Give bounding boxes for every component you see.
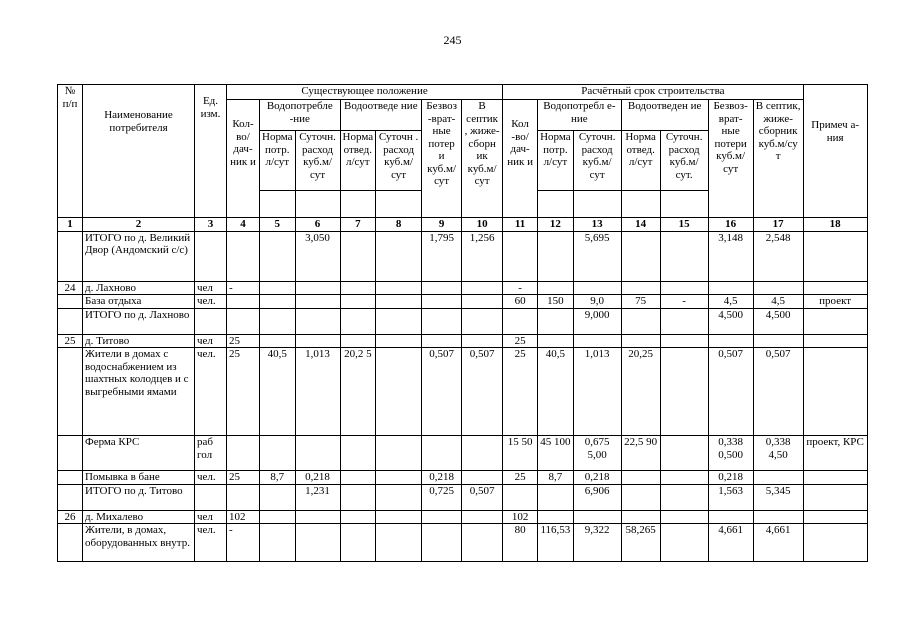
table-cell [462,295,503,309]
table-cell: 0,725 [422,484,462,510]
header-future: Расчётный срок строительства [503,85,804,100]
table-cell [376,471,422,485]
table-cell [660,484,708,510]
table-cell [340,436,376,471]
table-cell: чел [195,334,227,348]
table-cell [462,334,503,348]
table-cell [340,510,376,524]
header-fu-drain-daily: Суточн. расход куб.м/ сут. [660,131,708,191]
table-cell [462,510,503,524]
table-cell: 0,507 [462,348,503,436]
table-cell [422,510,462,524]
column-number: 4 [227,218,260,232]
table-cell [803,524,867,562]
water-consumption-table [57,84,868,562]
table-row [58,471,868,485]
table-cell: 150 [538,295,574,309]
consumer-name-cell: ИТОГО по д. Великий Двор (Андомский с/с) [83,231,195,281]
header-existing: Существующее положение [227,85,503,100]
table-cell [621,308,660,334]
table-cell [660,348,708,436]
table-cell: 2,548 [753,231,803,281]
table-cell: 4,500 [708,308,753,334]
table-cell [260,295,296,309]
table-cell [340,524,376,562]
table-cell [753,334,803,348]
table-cell [660,471,708,485]
table-cell: 116,53 [538,524,574,562]
table-cell [58,436,83,471]
table-cell [227,436,260,471]
table-cell [58,231,83,281]
table-cell [260,231,296,281]
header-fu-septic: В септик, жиже- сборник куб.м/су т [753,100,803,218]
table-cell [295,436,340,471]
table-cell: 0,218 [295,471,340,485]
table-cell [462,524,503,562]
header-row-1 [58,85,868,100]
table-cell [803,510,867,524]
consumer-name-cell: База отдыха [83,295,195,309]
table-cell [803,308,867,334]
header-name: Наименование потребителя [83,85,195,218]
table-cell [422,281,462,295]
table-cell [422,436,462,471]
table-cell [660,334,708,348]
table-cell [621,281,660,295]
table-cell [660,281,708,295]
table-cell: 58,265 [621,524,660,562]
table-cell: чел [195,510,227,524]
header-ex-septic: В септик , жиже- сборн ик куб.м/ сут [462,100,503,218]
column-number: 1 [58,218,83,232]
table-cell [260,281,296,295]
table-cell [295,295,340,309]
table-cell [621,231,660,281]
table-cell: 4,5 [708,295,753,309]
header-ex-supply-norm: Норма потр. л/сут [260,131,296,191]
table-cell [58,471,83,485]
table-cell: 25 [227,334,260,348]
table-body [58,231,868,562]
table-cell [573,334,621,348]
header-ex-count: Кол- во/ дач- ник и [227,100,260,218]
table-cell: проект, КРС [803,436,867,471]
consumer-name-cell: д. Лахново [83,281,195,295]
table-cell [260,436,296,471]
table-cell [340,231,376,281]
column-number: 10 [462,218,503,232]
header-ex-drain: Водоотведе ние [340,100,422,131]
table-cell [340,308,376,334]
table-cell [803,334,867,348]
table-row [58,524,868,562]
table-cell [227,484,260,510]
table-cell [340,484,376,510]
table-cell [227,308,260,334]
table-cell [753,471,803,485]
table-cell [462,471,503,485]
column-number: 7 [340,218,376,232]
table-cell: 9,0 [573,295,621,309]
table-cell [376,308,422,334]
table-cell: 25 [503,334,538,348]
column-number: 3 [195,218,227,232]
table-cell: 26 [58,510,83,524]
table-cell: 3,050 [295,231,340,281]
table-cell: 4,661 [753,524,803,562]
table-cell: 3,148 [708,231,753,281]
table-cell [376,348,422,436]
table-cell [503,484,538,510]
table-cell: 0,507 [708,348,753,436]
column-number: 5 [260,218,296,232]
table-cell: - [227,524,260,562]
table-cell [340,471,376,485]
table-cell [422,524,462,562]
table-row [58,308,868,334]
table-row [58,510,868,524]
table-cell: 102 [503,510,538,524]
table-cell: 25 [227,348,260,436]
table-cell [621,471,660,485]
table-cell [340,281,376,295]
table-cell [538,334,574,348]
table-cell: чел [195,281,227,295]
table-cell [260,484,296,510]
table-cell [376,510,422,524]
header-num: № п/п [58,85,83,218]
table-cell [58,308,83,334]
column-number: 11 [503,218,538,232]
table-cell: 8,7 [538,471,574,485]
table-cell: 4,661 [708,524,753,562]
table-cell [295,510,340,524]
table-cell [422,295,462,309]
table-cell [621,334,660,348]
table-cell [538,510,574,524]
table-cell [621,484,660,510]
table-cell [195,308,227,334]
table-cell: 8,7 [260,471,296,485]
header-ex-loss: Безвоз -врат- ные потер и куб.м/ сут [422,100,462,218]
table-cell [376,281,422,295]
column-number: 14 [621,218,660,232]
table-cell [660,510,708,524]
table-row [58,295,868,309]
table-cell [538,308,574,334]
header-fu-supply: Водопотребл е-ние [538,100,622,131]
table-cell [295,308,340,334]
table-cell [376,334,422,348]
table-cell [376,484,422,510]
table-cell: - [503,281,538,295]
table-cell: 5,695 [573,231,621,281]
table-cell: 0,507 [422,348,462,436]
table-cell [422,308,462,334]
table-cell [260,510,296,524]
table-cell: 80 [503,524,538,562]
table-cell: 4,5 [753,295,803,309]
table-cell [538,281,574,295]
table-cell: 102 [227,510,260,524]
table-cell [462,436,503,471]
column-number: 12 [538,218,574,232]
table-cell [803,471,867,485]
table-row [58,484,868,510]
page-number: 245 [443,33,462,47]
table-cell [195,231,227,281]
column-number: 13 [573,218,621,232]
table-cell: 1,231 [295,484,340,510]
table-cell [227,231,260,281]
header-fu-drain-norm: Норма отвед. л/сут [621,131,660,191]
table-cell [503,308,538,334]
table-cell: 1,013 [295,348,340,436]
consumer-name-cell: Жители, в домах, оборудованных внутр. [83,524,195,562]
table-cell [708,510,753,524]
table-cell: 0,218 [422,471,462,485]
table-row [58,231,868,281]
table-cell [803,484,867,510]
table-cell: 15 50 [503,436,538,471]
table-cell [573,510,621,524]
header-unit: Ед. изм. [195,85,227,218]
column-number-row [58,218,868,232]
table-cell [340,334,376,348]
table-cell: 5,345 [753,484,803,510]
table-cell: 9,322 [573,524,621,562]
table-cell: 45 100 [538,436,574,471]
table-cell: 0,338 0,500 [708,436,753,471]
table-cell [260,524,296,562]
table-cell: - [660,295,708,309]
table-cell [295,524,340,562]
consumer-name-cell: д. Титово [83,334,195,348]
table-cell [660,231,708,281]
table-cell: 60 [503,295,538,309]
table-cell [260,334,296,348]
table-cell: 25 [227,471,260,485]
column-number: 16 [708,218,753,232]
table-cell: 0,338 4,50 [753,436,803,471]
table-cell [295,281,340,295]
table-cell: 9,000 [573,308,621,334]
table-cell [376,436,422,471]
table-cell: 0,507 [462,484,503,510]
table-cell [422,334,462,348]
table-row [58,436,868,471]
table-cell [503,231,538,281]
table-cell: - [227,281,260,295]
table-cell: раб гол [195,436,227,471]
header-ex-drain-daily: Суточн . расход куб.м/ сут [376,131,422,191]
table-cell: 1,563 [708,484,753,510]
header-fu-supply-norm: Норма потр. л/сут [538,131,574,191]
table-row [58,334,868,348]
column-number: 8 [376,218,422,232]
table-cell [340,295,376,309]
table-cell: проект [803,295,867,309]
column-number: 15 [660,218,708,232]
table-cell: чел. [195,524,227,562]
column-number: 9 [422,218,462,232]
table-cell [538,484,574,510]
header-fu-loss: Безвоз- врат- ные потери куб.м/ сут [708,100,753,218]
table-cell [376,524,422,562]
consumer-name-cell: ИТОГО по д. Титово [83,484,195,510]
consumer-name-cell: ИТОГО по д. Лахново [83,308,195,334]
table-cell: 0,218 [573,471,621,485]
header-note: Примеч а-ния [803,85,867,218]
table-cell [573,281,621,295]
table-cell [621,510,660,524]
table-row [58,348,868,436]
table-cell: 40,5 [260,348,296,436]
table-row [58,281,868,295]
table-cell [660,524,708,562]
table-cell [58,524,83,562]
table-cell [58,348,83,436]
table-cell: чел. [195,295,227,309]
consumer-name-cell: Жители в домах с водоснабжением из шахтных колодцев и с выгребными ямами [83,348,195,436]
table-cell [227,295,260,309]
table-cell [376,231,422,281]
header-ex-supply: Водопотребле -ние [260,100,341,131]
table-cell: 75 [621,295,660,309]
table-cell [708,334,753,348]
header-fu-supply-daily: Суточн. расход куб.м/ сут [573,131,621,191]
table-cell [260,308,296,334]
table-cell: 1,013 [573,348,621,436]
table-cell: 20,2 5 [340,348,376,436]
table-cell: 4,500 [753,308,803,334]
header-ex-supply-daily: Суточн. расход куб.м/ сут [295,131,340,191]
table-cell: 1,795 [422,231,462,281]
table-cell [538,231,574,281]
table-cell [753,281,803,295]
column-number: 18 [803,218,867,232]
column-number: 6 [295,218,340,232]
header-ex-drain-norm: Норма отвед. л/сут [340,131,376,191]
table-cell: 24 [58,281,83,295]
table-cell: чел. [195,471,227,485]
table-cell [376,295,422,309]
table-cell: 22,5 90 [621,436,660,471]
header-fu-count: Кол -во/ дач- ник и [503,100,538,218]
table-cell: 0,507 [753,348,803,436]
table-cell [660,436,708,471]
table-cell [58,484,83,510]
table-cell: 1,256 [462,231,503,281]
table-cell: 6,906 [573,484,621,510]
column-number: 2 [83,218,195,232]
table-cell [803,348,867,436]
table-cell [803,231,867,281]
column-number: 17 [753,218,803,232]
table-cell [462,281,503,295]
table-cell: чел. [195,348,227,436]
consumer-name-cell: д. Михалево [83,510,195,524]
table-cell [58,295,83,309]
table-cell: 25 [58,334,83,348]
table-cell: 0,675 5,00 [573,436,621,471]
table-cell [803,281,867,295]
header-fu-drain: Водоотведен ие [621,100,708,131]
table-cell [462,308,503,334]
table-cell [708,281,753,295]
table-cell [295,334,340,348]
table-cell: 40,5 [538,348,574,436]
table-cell: 20,25 [621,348,660,436]
table-cell: 25 [503,348,538,436]
consumer-name-cell: Ферма КРС [83,436,195,471]
table-cell: 0,218 [708,471,753,485]
table-cell: 25 [503,471,538,485]
table-cell [660,308,708,334]
table-cell [195,484,227,510]
consumer-name-cell: Помывка в бане [83,471,195,485]
table-cell [753,510,803,524]
